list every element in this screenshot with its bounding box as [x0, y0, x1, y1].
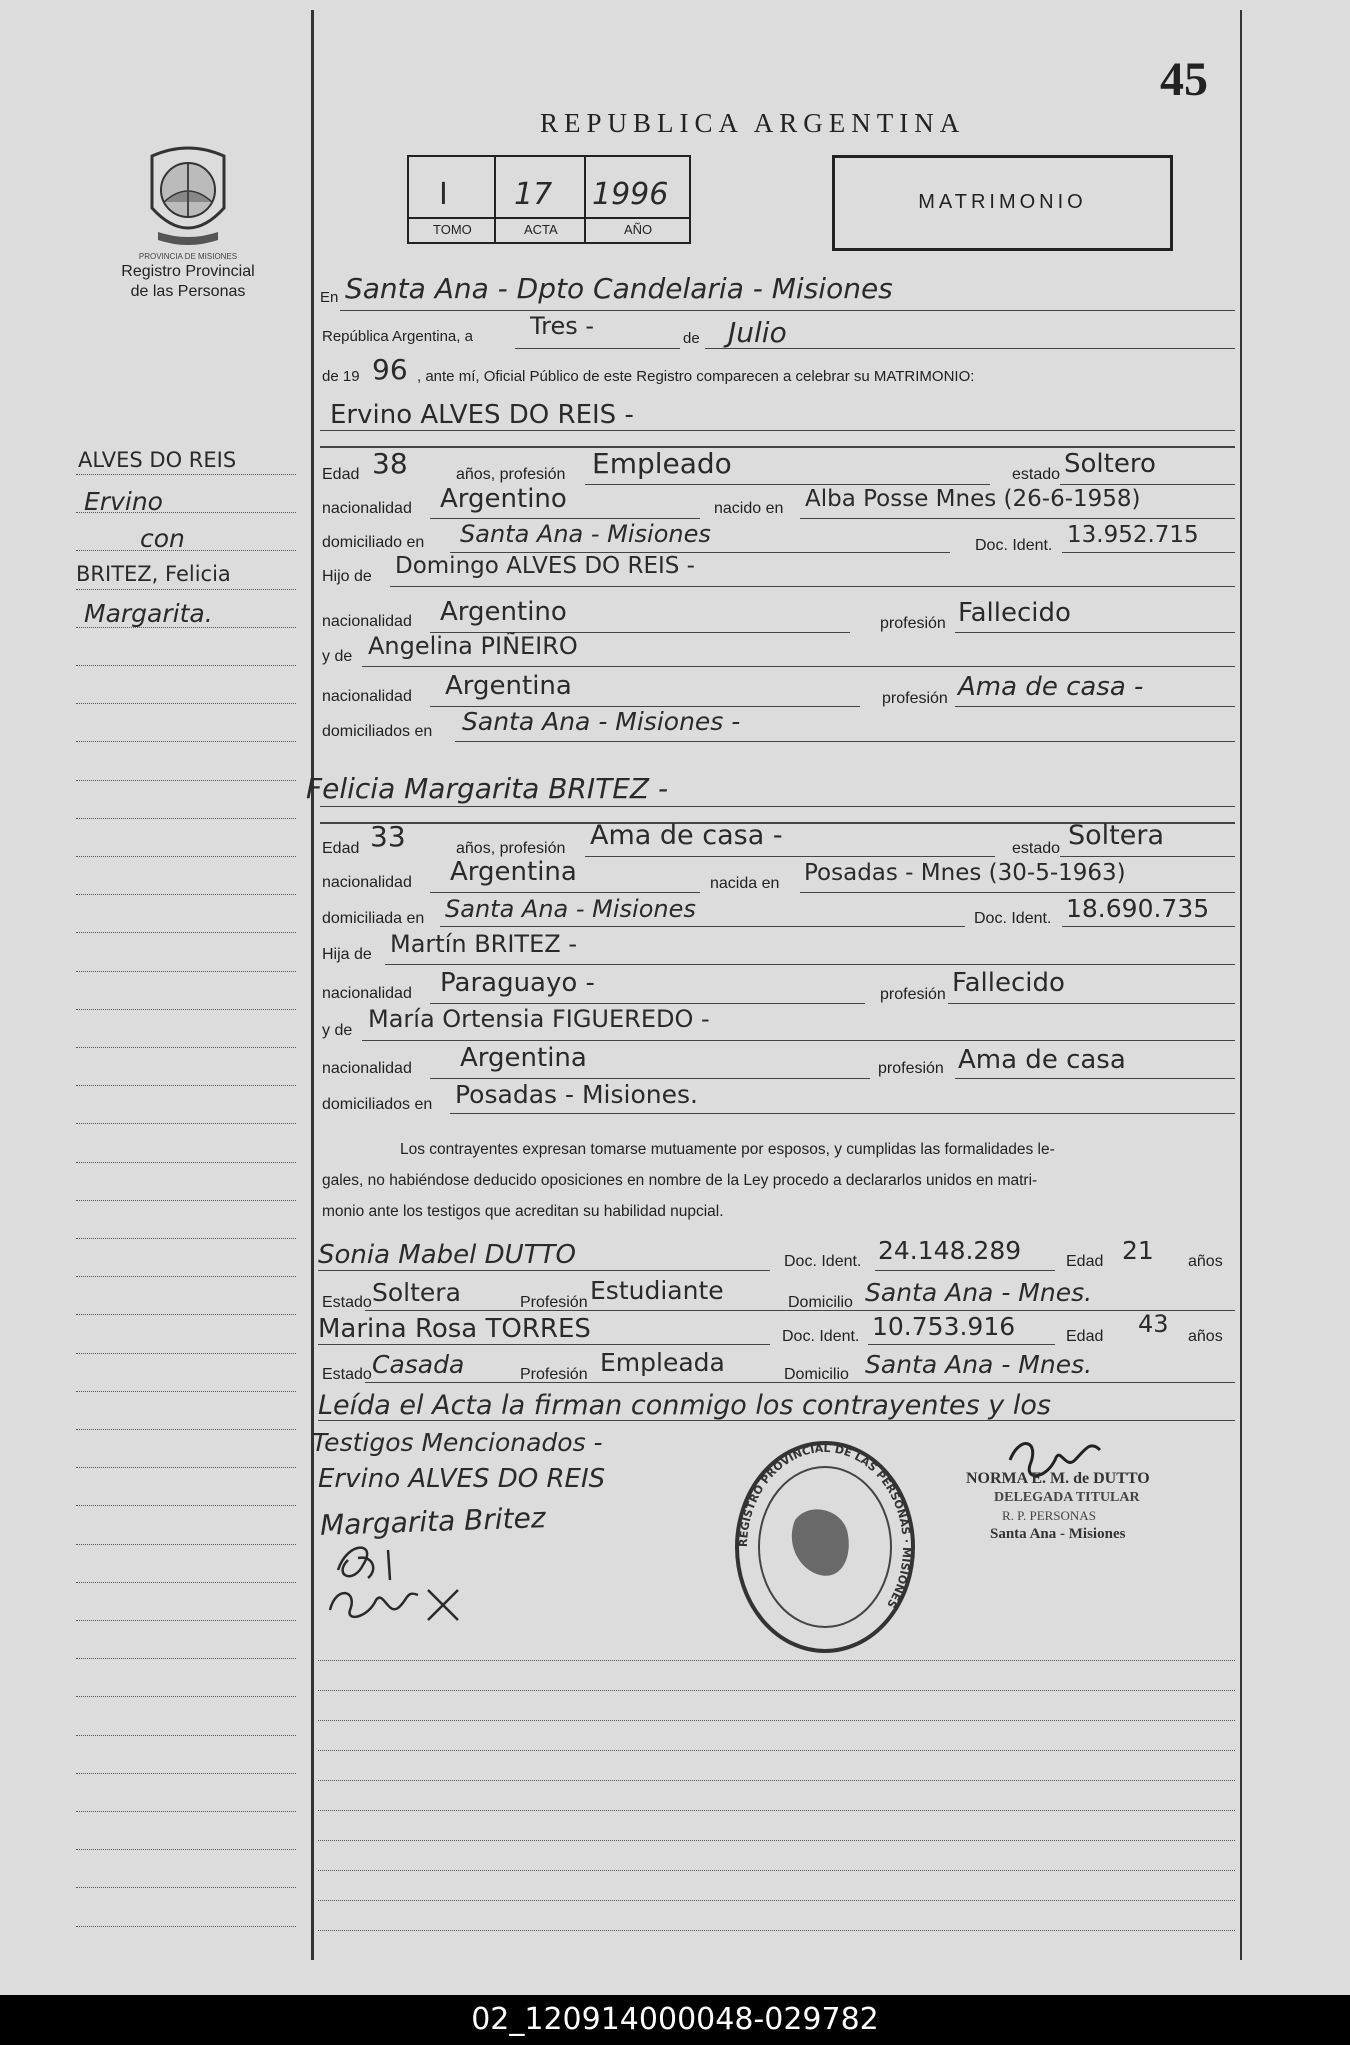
bride-age: 33 [370, 820, 406, 853]
margin-note-surname: ALVES DO REIS [78, 448, 237, 472]
groom-label-nacido-en: nacido en [714, 500, 784, 517]
provincial-coat-of-arms [138, 140, 238, 250]
groom-mother-label-nac: nacionalidad [322, 688, 412, 705]
event-day: Tres - [530, 312, 595, 340]
groom-label-anos-profesion: años, profesión [456, 466, 566, 483]
witness1-domicile: Santa Ana - Mnes. [865, 1278, 1093, 1307]
witness-signatures-scribble [318, 1530, 498, 1625]
document-type-label: MATRIMONIO [918, 191, 1087, 213]
witness2-profession: Empleada [600, 1348, 725, 1377]
margin-rule-line [76, 894, 296, 895]
acta-value: 17 [514, 177, 553, 212]
bride-doc-id: 18.690.735 [1066, 894, 1210, 923]
witness2-name: Marina Rosa TORRES [318, 1314, 591, 1344]
officer-stamp-name: NORMA E. M. de DUTTO [966, 1470, 1150, 1487]
bride-mother: María Ortensia FIGUEREDO - [368, 1005, 710, 1033]
groom-label-y-de: y de [322, 648, 353, 665]
groom-mother-nationality: Argentina [445, 671, 572, 701]
closing-line-2: Testigos Mencionados - [312, 1428, 603, 1457]
bride-label-nacionalidad: nacionalidad [322, 874, 412, 891]
margin-rule-line [76, 1696, 296, 1697]
margin-rule-line [76, 627, 296, 628]
margin-rule-line [76, 1849, 296, 1850]
footer-file-id: 02_120914000048-029782 [0, 1995, 1350, 2045]
officer-stamp-place: Santa Ana - Misiones [990, 1526, 1126, 1542]
groom-birthplace: Alba Posse Mnes (26-6-1958) [805, 486, 1141, 512]
ano-label: AÑO [624, 222, 653, 237]
label-de-19: de 19 [322, 368, 360, 385]
bride-father-label-prof: profesión [880, 986, 946, 1003]
margin-rule-line [76, 589, 296, 590]
groom-father-label-nac: nacionalidad [322, 613, 412, 630]
label-de-month: de [683, 330, 700, 347]
margin-rule-line [76, 1811, 296, 1812]
groom-label-edad: Edad [322, 466, 360, 483]
blank-rule-line [318, 1720, 1235, 1721]
margin-rule-line [76, 1773, 296, 1774]
acta-label: ACTA [524, 222, 558, 237]
bride-profession: Ama de casa - [590, 820, 783, 851]
margin-rule-line [76, 1162, 296, 1163]
groom-father: Domingo ALVES DO REIS - [395, 553, 695, 579]
groom-label-hijo: Hijo de [322, 568, 372, 585]
bride-birthplace: Posadas - Mnes (30-5-1963) [804, 860, 1126, 886]
margin-note-con: con [140, 524, 185, 553]
margin-rule-line [76, 474, 296, 475]
margin-rule-line [76, 1544, 296, 1545]
margin-rule-line [76, 1582, 296, 1583]
groom-status: Soltero [1064, 449, 1156, 479]
margin-rule-line [76, 1009, 296, 1010]
witness1-name: Sonia Mabel DUTTO [318, 1240, 576, 1270]
groom-mother-profession: Ama de casa - [958, 672, 1144, 702]
bride-domicile: Santa Ana - Misiones [445, 895, 696, 923]
groom-label-doc: Doc. Ident. [975, 537, 1053, 554]
witness2-label-domicilio: Domicilio [784, 1366, 849, 1383]
bride-label-hija: Hija de [322, 946, 372, 963]
bride-status: Soltera [1068, 820, 1165, 851]
country-heading: REPUBLICA ARGENTINA [540, 108, 966, 138]
witness1-doc-id: 24.148.289 [878, 1236, 1022, 1265]
margin-rule-line [76, 512, 296, 513]
blank-rule-line [318, 1840, 1235, 1841]
margin-rule-line [76, 1276, 296, 1277]
margin-note-bride-surname: BRITEZ, Felicia [76, 562, 231, 586]
margin-rule-line [76, 971, 296, 972]
witness2-label-edad: Edad [1066, 1328, 1104, 1345]
declaration-line-1: Los contrayentes expresan tomarse mutuamente por esposos, y cumplidas las formalidades le- [400, 1141, 1055, 1158]
margin-rule-line [76, 856, 296, 857]
bride-mother-label-nac: nacionalidad [322, 1060, 412, 1077]
margin-rule-line [76, 1467, 296, 1468]
witness2-doc-id: 10.753.916 [872, 1312, 1016, 1341]
bride-father-profession: Fallecido [952, 968, 1065, 998]
witness1-age: 21 [1122, 1236, 1154, 1265]
blank-rule-line [318, 1780, 1235, 1781]
event-month: Julio [728, 316, 787, 349]
margin-rule-line [76, 703, 296, 704]
officer-stamp-office: R. P. PERSONAS [1002, 1508, 1096, 1523]
groom-mother-label-prof: profesión [882, 690, 948, 707]
margin-rule-line [76, 550, 296, 551]
witness2-label-profesion: Profesión [520, 1366, 588, 1383]
margin-rule-line [76, 1926, 296, 1927]
bride-father-nationality: Paraguayo - [440, 968, 595, 998]
left-margin-rule [311, 10, 314, 1960]
witness2-age: 43 [1138, 1310, 1169, 1338]
witness1-label-domicilio: Domicilio [788, 1294, 853, 1311]
groom-age: 38 [372, 447, 408, 480]
margin-rule-line [76, 1735, 296, 1736]
witness2-label-doc: Doc. Ident. [782, 1328, 860, 1345]
event-place: Santa Ana - Dpto Candelaria - Misiones [345, 272, 893, 305]
bride-parents-domicile: Posadas - Misiones. [455, 1080, 698, 1109]
margin-rule-line [76, 1123, 296, 1124]
groom-father-profession: Fallecido [958, 598, 1071, 628]
page-number: 45 [1160, 53, 1208, 106]
closing-line-1: Leída el Acta la firman conmigo los contrayentes y los [318, 1390, 1051, 1421]
bride-label-edad: Edad [322, 840, 360, 857]
groom-parents-domicile: Santa Ana - Misiones - [462, 707, 741, 736]
ano-value: 1996 [592, 177, 669, 212]
witness1-label-estado: Estado [322, 1294, 372, 1311]
margin-rule-line [76, 1047, 296, 1048]
right-margin-rule [1240, 10, 1242, 1960]
groom-mother: Angelina PIÑEIRO [368, 632, 578, 660]
margin-rule-line [76, 1658, 296, 1659]
witness1-status: Soltera [372, 1278, 461, 1307]
margin-rule-line [76, 1085, 296, 1086]
margin-rule-line [76, 932, 296, 933]
label-ante-mi: , ante mí, Oficial Público de este Registro comparecen a celebrar su MATRIMONIO: [417, 368, 975, 385]
witness1-label-anos: años [1188, 1253, 1223, 1270]
margin-rule-line [76, 780, 296, 781]
label-republica: República Argentina, a [322, 328, 473, 345]
margin-rule-line [76, 1314, 296, 1315]
groom-label-domiciliados: domiciliados en [322, 723, 433, 740]
groom-label-nacionalidad: nacionalidad [322, 500, 412, 517]
margin-rule-line [76, 665, 296, 666]
witness1-profession: Estudiante [590, 1276, 724, 1305]
tomo-label: TOMO [433, 222, 472, 237]
margin-rule-line [76, 1429, 296, 1430]
margin-rule-line [76, 1620, 296, 1621]
witness1-label-edad: Edad [1066, 1253, 1104, 1270]
groom-name: Ervino ALVES DO REIS - [330, 400, 634, 430]
margin-rule-line [76, 1200, 296, 1201]
witness2-label-estado: Estado [322, 1366, 372, 1383]
blank-rule-line [318, 1900, 1235, 1901]
margin-rule-line [76, 1887, 296, 1888]
registry-name: Registro Provincial de las Personas [121, 263, 255, 300]
blank-rule-line [318, 1810, 1235, 1811]
bride-label-doc: Doc. Ident. [974, 910, 1052, 927]
blank-rule-line [318, 1690, 1235, 1691]
witness1-label-profesion: Profesión [520, 1294, 588, 1311]
blank-rule-line [318, 1660, 1235, 1661]
registry-round-seal [730, 1440, 920, 1655]
tomo-value: I [439, 177, 448, 212]
bride-label-estado: estado [1012, 840, 1061, 857]
officer-stamp-title: DELEGADA TITULAR [994, 1490, 1140, 1505]
bride-mother-nationality: Argentina [460, 1043, 587, 1073]
blank-rule-line [318, 1870, 1235, 1871]
margin-rule-line [76, 741, 296, 742]
margin-rule-line [76, 818, 296, 819]
margin-note-bride-given: Margarita. [84, 599, 213, 628]
groom-label-estado: estado [1012, 466, 1061, 483]
declaration-line-2: gales, no habiéndose deducido oposiciones en nombre de la Ley procedo a declararlos unidos en matri- [322, 1172, 1038, 1189]
blank-rule-line [318, 1750, 1235, 1751]
margin-rule-line [76, 1391, 296, 1392]
bride-label-y-de: y de [322, 1022, 353, 1039]
document-type-box [832, 155, 1173, 251]
groom-father-label-prof: profesión [880, 615, 946, 632]
bride-mother-profession: Ama de casa [958, 1045, 1126, 1075]
bride-signature: Margarita Britez [319, 1501, 547, 1542]
bride-father-label-nac: nacionalidad [322, 985, 412, 1002]
bride-father: Martín BRITEZ - [390, 930, 577, 958]
groom-father-nationality: Argentino [440, 597, 567, 627]
groom-nationality: Argentino [440, 484, 567, 514]
witness2-status: Casada [372, 1350, 465, 1379]
groom-profession: Empleado [592, 447, 732, 480]
witness2-label-anos: años [1188, 1328, 1223, 1345]
margin-rule-line [76, 1505, 296, 1506]
event-year-suffix: 96 [372, 353, 408, 386]
witness2-domicile: Santa Ana - Mnes. [865, 1350, 1093, 1379]
margin-rule-line [76, 1353, 296, 1354]
round-seal-text: REGISTRO PROVINCIAL DE LAS PERSONAS · MISIONES [736, 1441, 914, 1611]
bride-name: Felicia Margarita BRITEZ - [306, 772, 669, 805]
groom-signature: Ervino ALVES DO REIS [318, 1464, 606, 1494]
bride-label-domiciliada: domiciliada en [322, 910, 425, 927]
declaration-line-3: monio ante los testigos que acreditan su habilidad nupcial. [322, 1203, 724, 1220]
groom-label-domiciliado: domiciliado en [322, 534, 425, 551]
bride-label-nacida-en: nacida en [710, 875, 780, 892]
seal-caption: PROVINCIA DE MISIONES [138, 252, 238, 261]
bride-nationality: Argentina [450, 857, 577, 887]
label-en: En [320, 289, 339, 306]
bride-label-anos-profesion: años, profesión [456, 840, 566, 857]
bride-label-domiciliados: domiciliados en [322, 1096, 433, 1113]
groom-domicile: Santa Ana - Misiones [460, 520, 711, 548]
bride-mother-label-prof: profesión [878, 1060, 944, 1077]
record-numbers-box [407, 155, 691, 244]
witness1-label-doc: Doc. Ident. [784, 1253, 862, 1270]
margin-rule-line [76, 1238, 296, 1239]
groom-doc-id: 13.952.715 [1067, 522, 1199, 548]
margin-note-given-name: Ervino [84, 487, 163, 516]
blank-rule-line [318, 1930, 1235, 1931]
